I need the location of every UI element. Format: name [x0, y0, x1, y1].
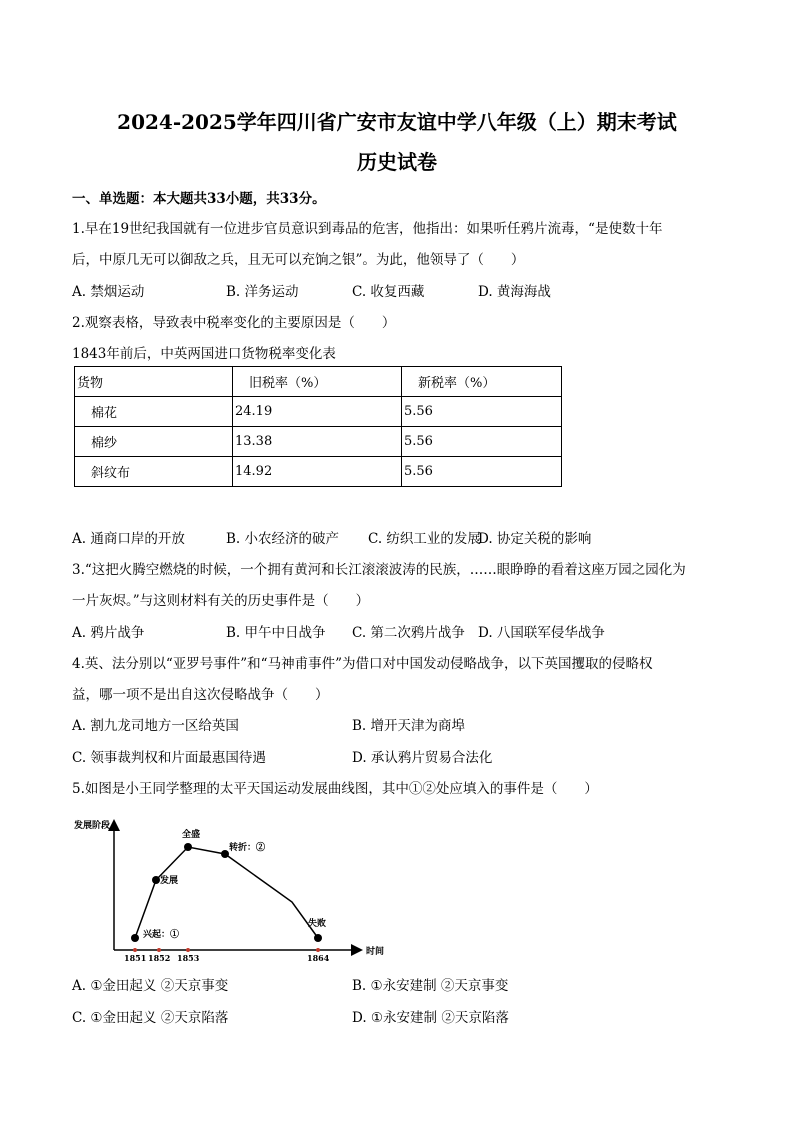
- q1-option-c[interactable]: C. 收复西藏: [352, 284, 425, 300]
- q2-table-caption: 1843年前后，中英两国进口货物税率变化表: [72, 346, 336, 362]
- q3-stem-line1: 3.“这把火腾空燃烧的时候，一个拥有黄河和长江滚滚波涛的民族，……眼睁睁的看着这座万园之园化为: [72, 562, 686, 578]
- q3-option-a[interactable]: A. 鸦片战争: [72, 625, 145, 641]
- q3-option-b[interactable]: B. 甲午中日战争: [226, 625, 326, 641]
- table-header-cell: 新税率（%）: [402, 367, 562, 397]
- table-header-cell: 货物: [75, 367, 233, 397]
- q1-option-a[interactable]: A. 禁烟运动: [72, 284, 145, 300]
- curve-point: [152, 876, 160, 884]
- q5-option-b[interactable]: B. ①永安建制 ②天京事变: [352, 978, 509, 994]
- table-header-row: [75, 367, 562, 397]
- x-tick-mark: [316, 948, 320, 952]
- table-cell: 棉花: [75, 397, 233, 427]
- q3-stem-line2: 一片灰烬。”与这则材料有关的历史事件是（ ）: [72, 593, 370, 609]
- q1-stem-line2: 后，中原几无可以御敌之兵，且无可以充饷之银”。为此，他领导了（ ）: [72, 252, 525, 268]
- table-cell: 14.92: [233, 457, 402, 487]
- curve-points: [131, 828, 326, 942]
- development-curve: [135, 847, 318, 938]
- x-tick-label: 1852: [148, 953, 171, 962]
- q3-option-d[interactable]: D. 八国联军侵华战争: [478, 625, 605, 641]
- curve-point-label: 转折：②: [229, 843, 266, 853]
- curve-point-label: 发展: [160, 876, 179, 886]
- curve-point: [314, 934, 322, 942]
- table-cell: 斜纹布: [75, 457, 233, 487]
- x-tick-label: 1851: [124, 953, 147, 962]
- q2-option-b[interactable]: B. 小农经济的破产: [226, 531, 340, 547]
- q5-option-d[interactable]: D. ①永安建制 ②天京陷落: [352, 1010, 509, 1026]
- x-tick-label: 1864: [307, 953, 330, 962]
- taiping-chart: [70, 812, 400, 962]
- q4-stem-line2: 益，哪一项不是出自这次侵略战争（ ）: [72, 687, 329, 703]
- x-tick-label: 1853: [177, 953, 200, 962]
- exam-title: 2024-2025学年四川省广安市友谊中学八年级（上）期末考试: [117, 110, 677, 134]
- q2-option-c[interactable]: C. 纺织工业的发展: [368, 531, 481, 547]
- q3-option-c[interactable]: C. 第二次鸦片战争: [352, 625, 465, 641]
- q5-option-a[interactable]: A. ①金田起义 ②天京事变: [72, 978, 229, 994]
- x-tick-mark: [186, 948, 190, 952]
- table-row: [75, 427, 562, 457]
- table-cell: 13.38: [233, 427, 402, 457]
- q1-option-b[interactable]: B. 洋务运动: [226, 284, 299, 300]
- exam-subtitle: 历史试卷: [357, 150, 437, 174]
- table-cell: 5.56: [402, 457, 562, 487]
- curve-point-label: 失败: [308, 919, 327, 929]
- table-row: [75, 397, 562, 427]
- table-cell: 5.56: [402, 397, 562, 427]
- table-header-cell: 旧税率（%）: [233, 367, 402, 397]
- x-tick-mark: [157, 948, 161, 952]
- q4-option-b[interactable]: B. 增开天津为商埠: [352, 718, 466, 734]
- q4-option-d[interactable]: D. 承认鸦片贸易合法化: [352, 750, 493, 766]
- table-cell: 5.56: [402, 427, 562, 457]
- curve-point-label: 全盛: [182, 830, 201, 840]
- q4-option-a[interactable]: A. 割九龙司地方一区给英国: [72, 718, 239, 734]
- q2-stem: 2.观察表格，导致表中税率变化的主要原因是（ ）: [72, 315, 396, 331]
- section-heading: 一、单选题：本大题共33小题，共33分。: [72, 191, 326, 207]
- curve-point: [131, 934, 139, 942]
- x-axis-label: 时间: [366, 947, 385, 957]
- q5-stem: 5.如图是小王同学整理的太平天国运动发展曲线图，其中①②处应填入的事件是（ ）: [72, 781, 598, 797]
- q5-option-c[interactable]: C. ①金田起义 ②天京陷落: [72, 1010, 229, 1026]
- q2-option-a[interactable]: A. 通商口岸的开放: [72, 531, 185, 547]
- q4-stem-line1: 4.英、法分别以“亚罗号事件”和“马神甫事件”为借口对中国发动侵略战争，以下英国攫取的侵略权: [72, 656, 653, 672]
- q4-option-c[interactable]: C. 领事裁判权和片面最惠国待遇: [72, 750, 266, 766]
- table-row: [75, 457, 562, 487]
- tax-rate-table: [74, 366, 562, 487]
- y-axis-label: 发展阶段: [74, 821, 111, 831]
- table-cell: 24.19: [233, 397, 402, 427]
- x-tick-mark: [133, 948, 137, 952]
- curve-point-label: 兴起：①: [143, 930, 180, 940]
- q2-option-d[interactable]: D. 协定关税的影响: [478, 531, 592, 547]
- curve-point: [184, 843, 192, 851]
- curve-point: [221, 850, 229, 858]
- q1-option-d[interactable]: D. 黄海海战: [478, 284, 551, 300]
- table-cell: 棉纱: [75, 427, 233, 457]
- q1-stem-line1: 1.早在19世纪我国就有一位进步官员意识到毒品的危害，他指出：如果听任鸦片流毒，“是使数十年: [72, 221, 663, 237]
